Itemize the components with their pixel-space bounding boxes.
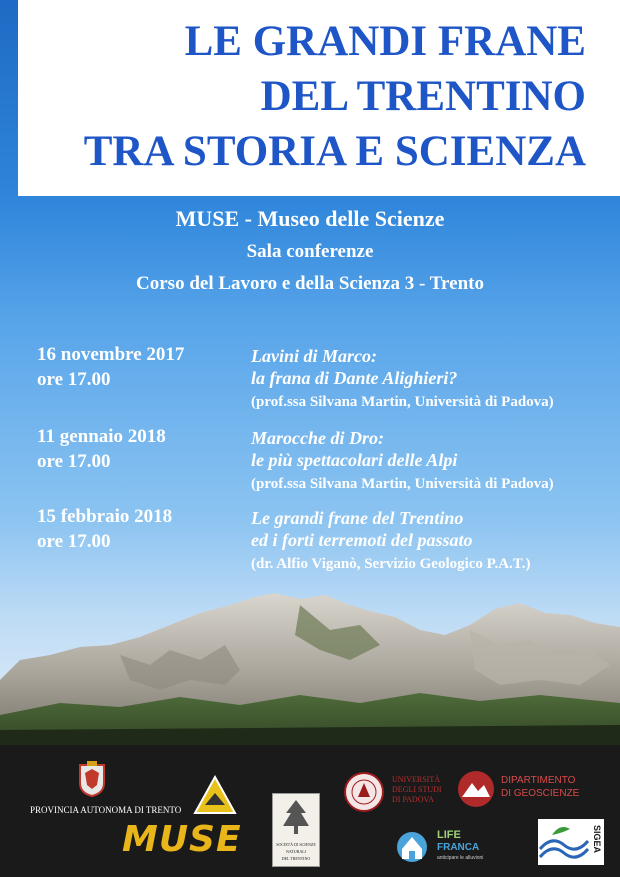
societa-line-1: SOCIETÀ DI SCIENZE [276,842,316,847]
event-1-title-2: la frana di Dante Alighieri? [251,368,458,388]
title-line-2: DEL TRENTINO [260,73,586,120]
event-1-time: ore 17.00 [37,369,111,390]
geoscienze-logo-icon [456,769,496,809]
mountain-panorama [0,585,620,755]
life-label: LIFE [437,829,461,841]
event-2-title-2: le più spettacolari delle Alpi [251,450,458,470]
provincia-crest-icon [78,761,106,797]
event-1-title-1: Lavini di Marco: [251,346,377,366]
event-3-date: 15 febbraio 2018 [37,506,173,527]
geo-line-1: DIPARTIMENTO [501,775,576,786]
unipd-line-2: DEGLI STUDI [392,785,442,794]
event-3-speaker: (dr. Alfio Viganò, Servizio Geologico P.A.T.) [251,556,531,572]
provincia-label: PROVINCIA AUTONOMA DI TRENTO [30,805,182,815]
societa-line-3: DEL TRENTINO [281,856,311,861]
sigea-logo-icon [538,819,604,865]
title-line-1: LE GRANDI FRANE [184,18,586,65]
franca-label: FRANCA [437,842,480,853]
triangle-logo-icon [193,775,237,815]
unipd-line-3: DI PADOVA [392,795,435,804]
event-3-title-2: ed i forti terremoti del passato [251,530,473,550]
unipd-seal-icon [343,771,385,813]
geo-line-2: DI GEOSCIENZE [501,788,580,799]
title-panel [18,0,620,196]
franca-tagline: anticipare le alluvioni [437,855,484,861]
muse-logo-icon: MUSE [122,819,242,860]
event-2-date: 11 gennaio 2018 [37,426,166,447]
venue-name: MUSE - Museo delle Scienze [175,206,445,231]
societa-line-2: NATURALI [286,849,306,854]
title-line-3: TRA STORIA E SCIENZA [83,128,586,175]
event-2-title-1: Marocche di Dro: [251,428,384,448]
sponsor-footer [0,745,620,877]
venue-address: Corso del Lavoro e della Scienza 3 - Trento [136,273,484,294]
venue-room: Sala conferenze [246,241,374,262]
life-franca-logo-icon [392,825,432,865]
event-1-speaker: (prof.ssa Silvana Martin, Università di Padova) [251,394,554,410]
event-1-date: 16 novembre 2017 [37,344,185,365]
event-2-time: ore 17.00 [37,451,111,472]
sigea-label: SIGEA [592,825,602,854]
societa-emblem-icon [272,793,320,867]
unipd-line-1: UNIVERSITÀ [392,775,440,784]
event-3-time: ore 17.00 [37,531,111,552]
event-3-title-1: Le grandi frane del Trentino [251,508,464,528]
event-2-speaker: (prof.ssa Silvana Martin, Università di Padova) [251,476,554,492]
